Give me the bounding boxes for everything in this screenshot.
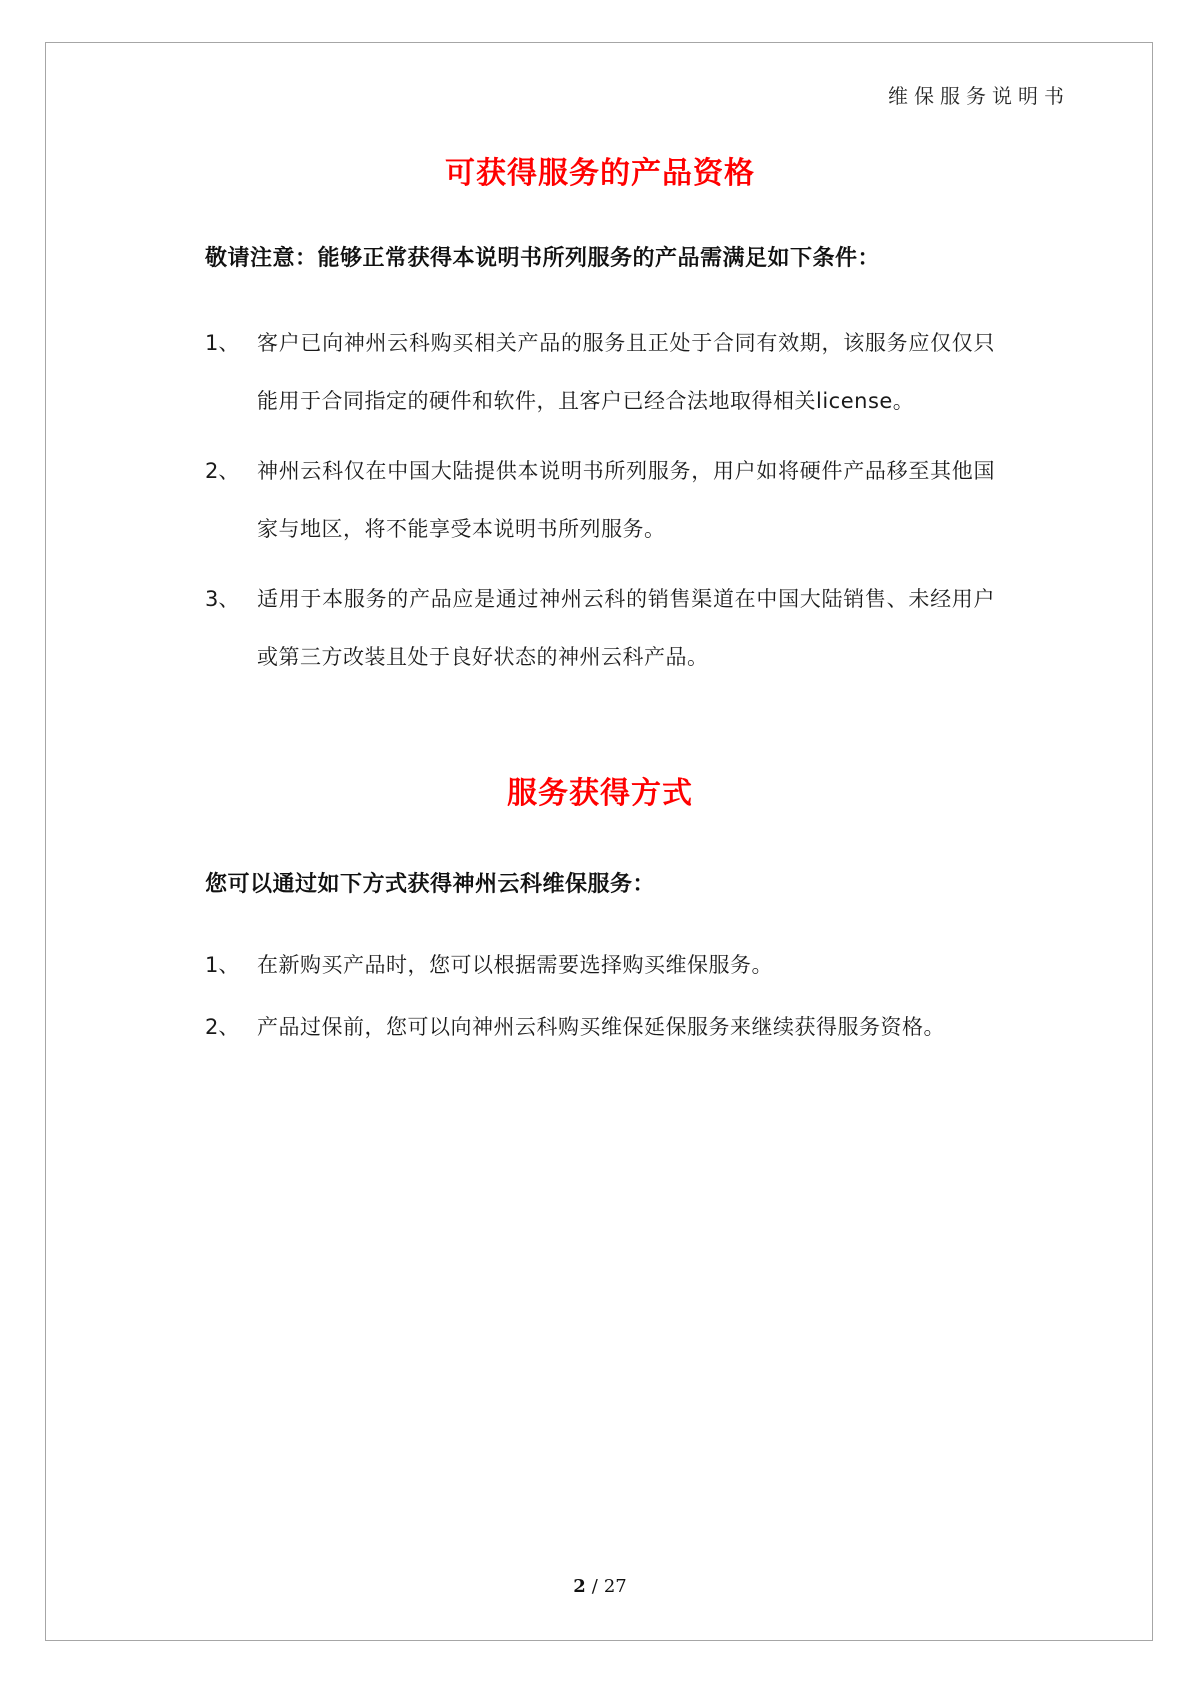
list-item-number: 1、 — [205, 953, 240, 977]
section2-intro: 您可以通过如下方式获得神州云科维保服务： — [205, 872, 656, 897]
list-item-number: 1、 — [205, 331, 240, 355]
page-number-separator: / — [591, 1576, 598, 1597]
list-item — [205, 998, 995, 1056]
list-item — [205, 570, 995, 686]
current-page-number: 2 — [573, 1576, 586, 1597]
section2-title: 服务获得方式 — [507, 776, 693, 811]
list-item — [205, 442, 995, 558]
list-item-text: 产品过保前，您可以向神州云科购买维保延保服务来继续获得服务资格。 — [257, 1015, 945, 1039]
list-item-text: 在新购买产品时，您可以根据需要选择购买维保服务。 — [257, 953, 773, 977]
list-item-number: 2、 — [205, 459, 240, 483]
list-item-number: 2、 — [205, 1015, 240, 1039]
list-item — [205, 936, 995, 994]
section1-title: 可获得服务的产品资格 — [445, 156, 755, 191]
section1-list — [205, 314, 995, 686]
total-pages: 27 — [603, 1576, 627, 1597]
page-footer — [0, 1576, 1200, 1597]
list-item-number: 3、 — [205, 587, 240, 611]
section2-list — [205, 936, 995, 1056]
list-item — [205, 314, 995, 430]
list-item-text: 神州云科仅在中国大陆提供本说明书所列服务，用户如将硬件产品移至其他国家与地区，将不能享受本说明书所列服务。 — [257, 459, 995, 541]
document-body — [205, 0, 995, 1060]
document-header-title: 维保服务说明书 — [888, 84, 1070, 108]
list-item-text: 适用于本服务的产品应是通过神州云科的销售渠道在中国大陆销售、未经用户或第三方改装且处于良好状态的神州云科产品。 — [257, 587, 995, 669]
section1-intro: 敬请注意：能够正常获得本说明书所列服务的产品需满足如下条件： — [205, 246, 881, 271]
list-item-text: 客户已向神州云科购买相关产品的服务且正处于合同有效期，该服务应仅仅只能用于合同指定的硬件和软件，且客户已经合法地取得相关license。 — [257, 331, 995, 413]
